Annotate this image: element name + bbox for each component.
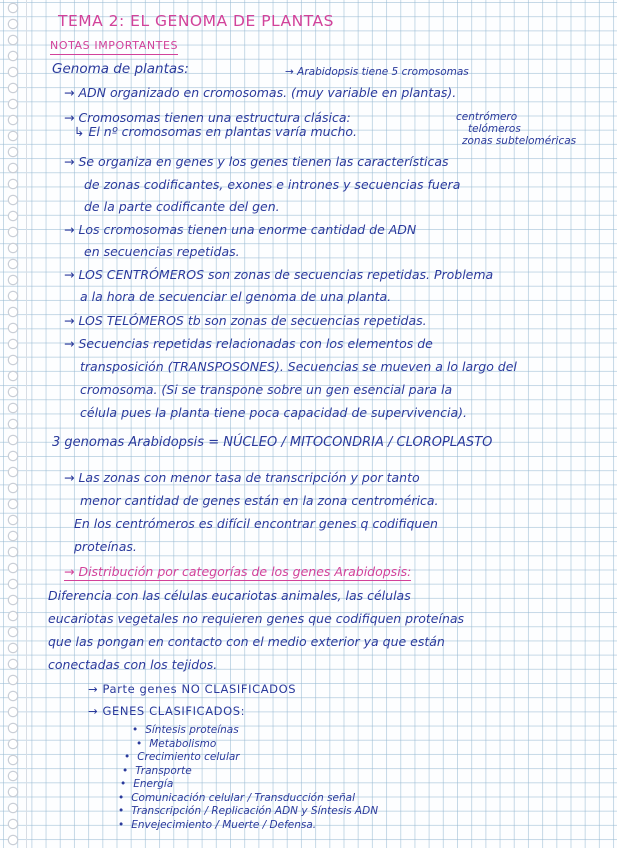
zones-line-2: menor cantidad de genes están en la zona centromérica. bbox=[80, 493, 439, 508]
point-3-line-1: → Se organiza en genes y los genes tienen las características bbox=[64, 154, 449, 169]
side-note: → Arabidopsis tiene 5 cromosomas bbox=[285, 66, 469, 78]
category-item: • Envejecimiento / Muerte / Defensa. bbox=[118, 819, 378, 833]
page-title: TEMA 2: EL GENOMA DE PLANTAS bbox=[58, 12, 334, 30]
distribution-heading bbox=[64, 565, 411, 579]
point-5-line-2: a la hora de secuenciar el genoma de una planta. bbox=[80, 289, 392, 304]
structure-part-subtelomericas: zonas subteloméricas bbox=[462, 135, 577, 147]
point-1: → ADN organizado en cromosomas. (muy variable en plantas). bbox=[64, 85, 457, 100]
zones-line-3: En los centrómeros es difícil encontrar genes q codifiquen bbox=[74, 516, 438, 531]
point-3-line-3: de la parte codificante del gen. bbox=[84, 199, 280, 214]
not-classified: → Parte genes NO CLASIFICADOS bbox=[88, 682, 297, 696]
point-4-line-2: en secuencias repetidas. bbox=[84, 244, 240, 259]
category-item: • Energía bbox=[120, 778, 378, 792]
genoma-label: Genoma de plantas: bbox=[52, 61, 189, 77]
genomes-line: 3 genomas Arabidopsis = NÚCLEO / MITOCONDRIA / CLOROPLASTO bbox=[52, 435, 493, 450]
distribution-line-3: que las pongan en contacto con el medio exterior ya que están bbox=[48, 634, 445, 649]
classified-heading: → GENES CLASIFICADOS: bbox=[88, 704, 246, 718]
category-item: • Crecimiento celular bbox=[124, 751, 378, 765]
point-5-line-1: → LOS CENTRÓMEROS son zonas de secuencias repetidas. Problema bbox=[64, 267, 494, 282]
point-7-line-3: cromosoma. (Si se transpone sobre un gen esencial para la bbox=[80, 382, 453, 397]
distribution-line-2: eucariotas vegetales no requieren genes que codifiquen proteínas bbox=[48, 611, 465, 626]
point-2-sub: ↳ El nº cromosomas en plantas varía mucho. bbox=[74, 124, 357, 139]
category-item: • Comunicación celular / Transducción señal bbox=[118, 792, 378, 806]
point-7-line-2: transposición (TRANSPOSONES). Secuencias se mueven a lo largo del bbox=[80, 359, 517, 374]
structure-parts bbox=[456, 111, 576, 147]
category-item: • Transporte bbox=[122, 765, 378, 779]
point-3-line-2: de zonas codificantes, exones e intrones y secuencias fuera bbox=[84, 177, 461, 192]
distribution-heading-text: → Distribución por categorías de los genes Arabidopsis: bbox=[64, 564, 412, 579]
distribution-line-4: conectadas con los tejidos. bbox=[48, 657, 218, 672]
point-7-line-4: célula pues la planta tiene poca capacidad de supervivencia). bbox=[80, 405, 467, 420]
structure-part-centromero: centrómero bbox=[456, 111, 518, 123]
category-item: • Metabolismo bbox=[136, 738, 378, 752]
spiral-binding bbox=[0, 0, 27, 848]
distribution-line-1: Diferencia con las células eucariotas animales, las células bbox=[48, 588, 411, 603]
point-7-line-1: → Secuencias repetidas relacionadas con los elementos de bbox=[64, 336, 433, 351]
zones-line-4: proteínas. bbox=[74, 539, 137, 554]
point-4-line-1: → Los cromosomas tienen una enorme cantidad de ADN bbox=[64, 222, 417, 237]
point-6: → LOS TELÓMEROS tb son zonas de secuencias repetidas. bbox=[64, 313, 427, 328]
point-2: → Cromosomas tienen una estructura clásica: bbox=[64, 110, 351, 125]
zones-line-1: → Las zonas con menor tasa de transcripción y por tanto bbox=[64, 470, 420, 485]
categories-list bbox=[118, 724, 378, 832]
subtitle: NOTAS IMPORTANTES bbox=[50, 39, 178, 55]
category-item: • Transcripción / Replicación ADN y Síntesis ADN bbox=[118, 805, 378, 819]
category-item: • Síntesis proteínas bbox=[132, 724, 378, 738]
structure-part-telomeros: telómeros bbox=[468, 123, 521, 135]
